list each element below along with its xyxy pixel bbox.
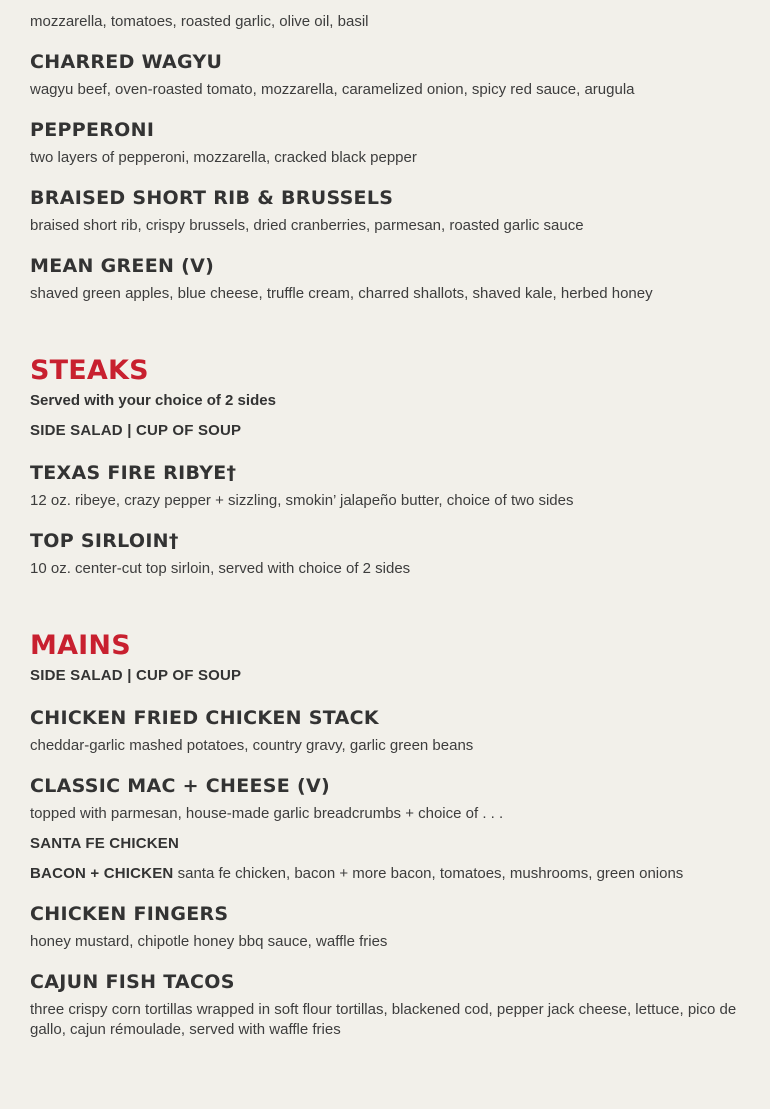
- item-title: MEAN GREEN (V): [30, 255, 215, 277]
- item-title: BRAISED SHORT RIB & BRUSSELS: [30, 187, 394, 209]
- item-description: two layers of pepperoni, mozzarella, cracked black pepper: [30, 149, 417, 166]
- menu-item-cajun-fish-tacos: [30, 970, 750, 1040]
- menu-item-partial: [30, 12, 750, 32]
- item-description: three crispy corn tortillas wrapped in soft flour tortillas, blackened cod, pepper jack cheese, lettuce, pico de gallo, cajun rémoulade, served with waffle fries: [30, 1001, 737, 1038]
- item-title: CAJUN FISH TACOS: [30, 971, 235, 993]
- item-title: CHICKEN FRIED CHICKEN STACK: [30, 707, 379, 729]
- section-mains: [30, 630, 750, 1040]
- item-title: CHICKEN FINGERS: [30, 903, 229, 925]
- item-title: CHARRED WAGYU: [30, 51, 223, 73]
- menu-item-chicken-fingers: [30, 902, 750, 952]
- item-title: TEXAS FIRE RIBYE†: [30, 462, 237, 484]
- item-title: PEPPERONI: [30, 119, 155, 141]
- menu-item-braised-short-rib: [30, 186, 750, 236]
- menu-item-pepperoni: [30, 118, 750, 168]
- item-title: TOP SIRLOIN†: [30, 530, 179, 552]
- menu-item-chicken-fried-chicken-stack: [30, 706, 750, 756]
- menu-item-classic-mac-cheese: [30, 774, 750, 884]
- section-steaks: [30, 355, 750, 579]
- option-santa-fe-chicken: SANTA FE CHICKEN: [30, 835, 180, 852]
- item-description: 10 oz. center-cut top sirloin, served with choice of 2 sides: [30, 560, 411, 577]
- section-heading: MAINS: [30, 630, 131, 661]
- menu-item-texas-fire-ribeye: [30, 461, 750, 511]
- section-sides: SIDE SALAD | CUP OF SOUP: [30, 667, 242, 684]
- option-label: BACON + CHICKEN: [30, 865, 174, 882]
- item-description: mozzarella, tomatoes, roasted garlic, olive oil, basil: [30, 13, 369, 30]
- section-sides: SIDE SALAD | CUP OF SOUP: [30, 422, 242, 439]
- item-description: shaved green apples, blue cheese, truffle cream, charred shallots, shaved kale, herbed honey: [30, 285, 653, 302]
- item-description: topped with parmesan, house-made garlic breadcrumbs + choice of . . .: [30, 805, 504, 822]
- option-bacon-chicken: [30, 864, 750, 884]
- item-title: CLASSIC MAC + CHEESE (V): [30, 775, 330, 797]
- item-description: braised short rib, crispy brussels, dried cranberries, parmesan, roasted garlic sauce: [30, 217, 584, 234]
- menu-item-top-sirloin: [30, 529, 750, 579]
- item-description: honey mustard, chipotle honey bbq sauce, waffle fries: [30, 933, 388, 950]
- option-description: santa fe chicken, bacon + more bacon, tomatoes, mushrooms, green onions: [173, 865, 684, 882]
- item-description: 12 oz. ribeye, crazy pepper + sizzling, smokin’ jalapeño butter, choice of two sides: [30, 492, 574, 509]
- section-heading: STEAKS: [30, 355, 149, 386]
- menu-page: [30, 0, 750, 1058]
- menu-item-charred-wagyu: [30, 50, 750, 100]
- item-description: cheddar-garlic mashed potatoes, country gravy, garlic green beans: [30, 737, 474, 754]
- section-note: Served with your choice of 2 sides: [30, 392, 276, 409]
- item-description: wagyu beef, oven-roasted tomato, mozzarella, caramelized onion, spicy red sauce, arugula: [30, 81, 635, 98]
- menu-item-mean-green: [30, 254, 750, 304]
